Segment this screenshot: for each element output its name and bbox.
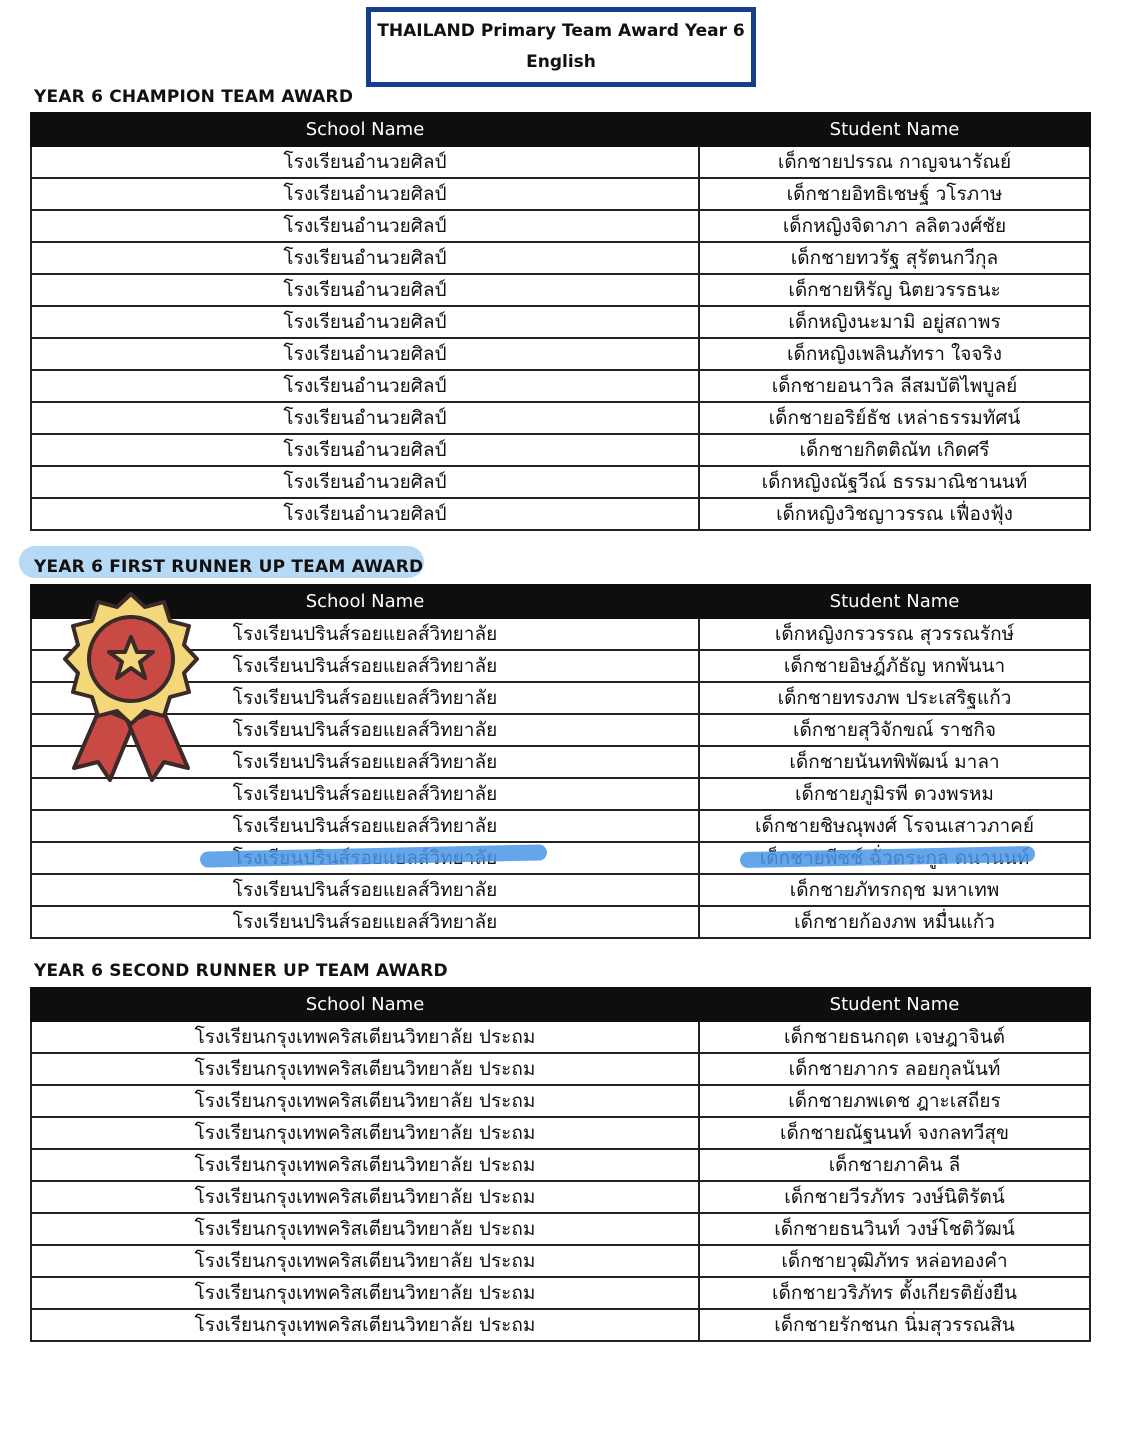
student-name-cell: เด็กชายทรงภพ ประเสริฐแก้ว xyxy=(699,682,1090,714)
student-name-cell: เด็กชายสุวิจักขณ์ ราชกิจ xyxy=(699,714,1090,746)
school-name-cell: โรงเรียนกรุงเทพคริสเตียนวิทยาลัย ประถม xyxy=(31,1245,699,1277)
student-name-cell: เด็กชายวุฒิภัทร หล่อทองคำ xyxy=(699,1245,1090,1277)
school-name-cell: โรงเรียนอำนวยศิลป์ xyxy=(31,402,699,434)
school-name-cell: โรงเรียนปรินส์รอยแยลส์วิทยาลัย xyxy=(31,874,699,906)
student-name-cell: เด็กชายชิษณุพงศ์ โรจนเสาวภาคย์ xyxy=(699,810,1090,842)
student-name-cell: เด็กชายก้องภพ หมื่นแก้ว xyxy=(699,906,1090,938)
student-name-header: Student Name xyxy=(699,988,1090,1021)
student-name-cell: เด็กหญิงเพลินภัทรา ใจจริง xyxy=(699,338,1090,370)
student-name-cell: เด็กชายปรรณ กาญจนารัณย์ xyxy=(699,146,1090,178)
table-header-row xyxy=(31,113,1090,146)
student-name-cell: เด็กชายภาคิน ลี xyxy=(699,1149,1090,1181)
second-runner-up-table-body xyxy=(31,1021,1090,1341)
table-row xyxy=(31,1181,1090,1213)
student-name-cell: เด็กชายธนวินท์ วงษ์โชติวัฒน์ xyxy=(699,1213,1090,1245)
student-name-cell: เด็กชายอริย์ธัช เหล่าธรรมทัศน์ xyxy=(699,402,1090,434)
school-name-cell: โรงเรียนอำนวยศิลป์ xyxy=(31,210,699,242)
student-name-cell: เด็กชายทวรัฐ สุรัตนกวีกุล xyxy=(699,242,1090,274)
student-name-cell: เด็กหญิงนะมามิ อยู่สถาพร xyxy=(699,306,1090,338)
school-name-cell: โรงเรียนปรินส์รอยแยลส์วิทยาลัย xyxy=(31,746,699,778)
school-name-cell: โรงเรียนกรุงเทพคริสเตียนวิทยาลัย ประถม xyxy=(31,1053,699,1085)
school-name-cell: โรงเรียนปรินส์รอยแยลส์วิทยาลัย xyxy=(31,714,699,746)
school-name-cell: โรงเรียนปรินส์รอยแยลส์วิทยาลัย xyxy=(31,778,699,810)
table-row xyxy=(31,498,1090,530)
school-name-cell: โรงเรียนกรุงเทพคริสเตียนวิทยาลัย ประถม xyxy=(31,1213,699,1245)
table-row xyxy=(31,1117,1090,1149)
student-name-cell: เด็กชายรักชนก นิ่มสุวรรณสิน xyxy=(699,1309,1090,1341)
document-title-box xyxy=(366,7,756,87)
school-name-cell: โรงเรียนอำนวยศิลป์ xyxy=(31,466,699,498)
table-row xyxy=(31,306,1090,338)
school-name-cell: โรงเรียนปรินส์รอยแยลส์วิทยาลัย xyxy=(31,618,699,650)
school-name-cell: โรงเรียนปรินส์รอยแยลส์วิทยาลัย xyxy=(31,682,699,714)
student-name-cell: เด็กชายภากร ลอยกุลนันท์ xyxy=(699,1053,1090,1085)
table-row xyxy=(31,402,1090,434)
school-name-cell: โรงเรียนกรุงเทพคริสเตียนวิทยาลัย ประถม xyxy=(31,1149,699,1181)
student-name-cell: เด็กชายอนาวิล ลีสมบัติไพบูลย์ xyxy=(699,370,1090,402)
champion-table-body xyxy=(31,146,1090,530)
second-runner-up-section-title: YEAR 6 SECOND RUNNER UP TEAM AWARD xyxy=(34,961,448,981)
document-title: THAILAND Primary Team Award Year 6 xyxy=(377,21,745,41)
table-row xyxy=(31,466,1090,498)
school-name-header: School Name xyxy=(31,988,699,1021)
student-name-cell: เด็กชายอิษฎ์ภัธัญ หกพันนา xyxy=(699,650,1090,682)
school-name-cell: โรงเรียนอำนวยศิลป์ xyxy=(31,178,699,210)
table-row xyxy=(31,338,1090,370)
table-row xyxy=(31,1213,1090,1245)
school-name-cell: โรงเรียนกรุงเทพคริสเตียนวิทยาลัย ประถม xyxy=(31,1085,699,1117)
table-row xyxy=(31,242,1090,274)
table-row xyxy=(31,178,1090,210)
school-name-cell: โรงเรียนปรินส์รอยแยลส์วิทยาลัย xyxy=(31,810,699,842)
table-row xyxy=(31,1021,1090,1053)
school-name-header: School Name xyxy=(31,585,699,618)
school-name-cell: โรงเรียนกรุงเทพคริสเตียนวิทยาลัย ประถม xyxy=(31,1021,699,1053)
table-row xyxy=(31,1277,1090,1309)
school-name-cell: โรงเรียนอำนวยศิลป์ xyxy=(31,434,699,466)
document-subtitle: English xyxy=(526,52,596,72)
table-row xyxy=(31,874,1090,906)
school-name-cell: โรงเรียนกรุงเทพคริสเตียนวิทยาลัย ประถม xyxy=(31,1277,699,1309)
student-name-cell: เด็กชายนันทพิพัฒน์ มาลา xyxy=(699,746,1090,778)
table-row xyxy=(31,1309,1090,1341)
student-name-cell: เด็กชายกิตติณัท เกิดศรี xyxy=(699,434,1090,466)
champion-table xyxy=(30,112,1091,531)
table-row xyxy=(31,1149,1090,1181)
table-row xyxy=(31,1053,1090,1085)
table-row xyxy=(31,1245,1090,1277)
school-name-cell: โรงเรียนปรินส์รอยแยลส์วิทยาลัย xyxy=(31,906,699,938)
student-name-header: Student Name xyxy=(699,113,1090,146)
student-name-cell: เด็กชายณัฐนนท์ จงกลทวีสุข xyxy=(699,1117,1090,1149)
student-name-header: Student Name xyxy=(699,585,1090,618)
table-header-row xyxy=(31,988,1090,1021)
award-medal-icon xyxy=(52,590,210,790)
champion-section-title: YEAR 6 CHAMPION TEAM AWARD xyxy=(34,87,354,107)
school-name-cell: โรงเรียนกรุงเทพคริสเตียนวิทยาลัย ประถม xyxy=(31,1117,699,1149)
table-row xyxy=(31,1085,1090,1117)
student-name-cell: เด็กชายภพเดช ฎาะเสถียร xyxy=(699,1085,1090,1117)
student-name-cell: เด็กหญิงณัฐวีณ์ ธรรมาณิชานนท์ xyxy=(699,466,1090,498)
table-row xyxy=(31,434,1090,466)
table-row xyxy=(31,370,1090,402)
student-name-cell: เด็กชายวริภัทร ตั้งเกียรติยั่งยืน xyxy=(699,1277,1090,1309)
school-name-cell: โรงเรียนกรุงเทพคริสเตียนวิทยาลัย ประถม xyxy=(31,1309,699,1341)
table-row xyxy=(31,210,1090,242)
school-name-header: School Name xyxy=(31,113,699,146)
school-name-cell: โรงเรียนปรินส์รอยแยลส์วิทยาลัย xyxy=(31,650,699,682)
school-name-cell: โรงเรียนอำนวยศิลป์ xyxy=(31,146,699,178)
student-name-cell: เด็กหญิงกรวรรณ สุวรรณรักษ์ xyxy=(699,618,1090,650)
school-name-cell: โรงเรียนอำนวยศิลป์ xyxy=(31,370,699,402)
school-name-cell: โรงเรียนกรุงเทพคริสเตียนวิทยาลัย ประถม xyxy=(31,1181,699,1213)
student-name-cell: เด็กชายอิทธิเชษฐ์ วโรภาษ xyxy=(699,178,1090,210)
table-row xyxy=(31,906,1090,938)
student-name-cell: เด็กหญิงวิชญาวรรณ เฟื่องฟุ้ง xyxy=(699,498,1090,530)
school-name-cell: โรงเรียนอำนวยศิลป์ xyxy=(31,306,699,338)
school-name-cell: โรงเรียนอำนวยศิลป์ xyxy=(31,242,699,274)
student-name-cell: เด็กหญิงจิดาภา ลลิตวงศ์ชัย xyxy=(699,210,1090,242)
student-name-cell: เด็กชายภัทรกฤช มหาเทพ xyxy=(699,874,1090,906)
student-name-cell: เด็กชายธนกฤต เจษฎาจินต์ xyxy=(699,1021,1090,1053)
second-runner-up-table xyxy=(30,987,1091,1342)
school-name-cell: โรงเรียนอำนวยศิลป์ xyxy=(31,274,699,306)
student-name-cell: เด็กชายภูมิรพี ดวงพรหม xyxy=(699,778,1090,810)
table-row xyxy=(31,810,1090,842)
table-row xyxy=(31,274,1090,306)
table-row xyxy=(31,146,1090,178)
student-name-cell: เด็กชายวีรภัทร วงษ์นิติรัตน์ xyxy=(699,1181,1090,1213)
student-name-cell: เด็กชายหิรัญ นิตยวรรธนะ xyxy=(699,274,1090,306)
first-runner-up-section-title: YEAR 6 FIRST RUNNER UP TEAM AWARD xyxy=(34,557,424,577)
school-name-cell: โรงเรียนอำนวยศิลป์ xyxy=(31,338,699,370)
school-name-cell: โรงเรียนอำนวยศิลป์ xyxy=(31,498,699,530)
